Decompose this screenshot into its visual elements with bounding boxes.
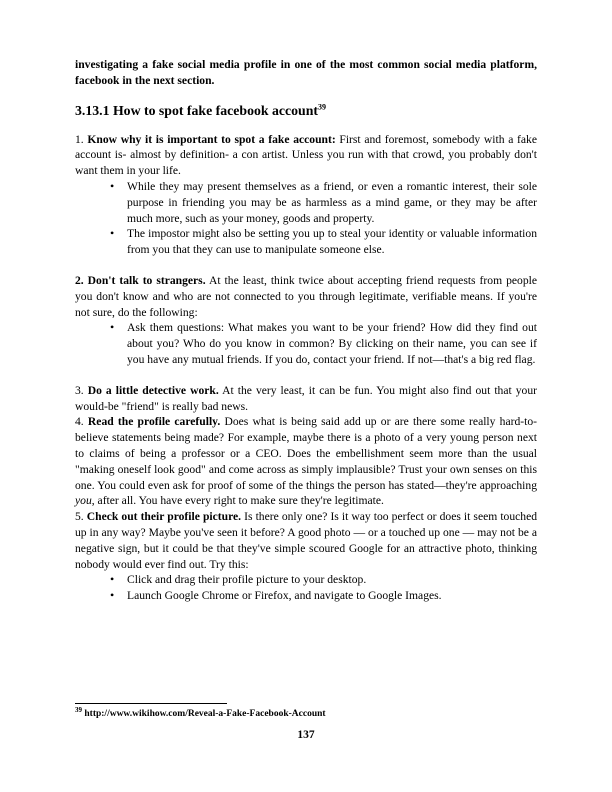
paragraph-2-lead: 2. Don't talk to strangers. [75, 273, 206, 287]
paragraph-3-body: At the very least, it can be fun. You might also find out that your would-be "friend" is really bad news. [75, 383, 537, 413]
section-heading [75, 103, 537, 119]
paragraph-5 [75, 509, 537, 572]
paragraph-4-body-cont: , after all. You have every right to make sure they're legitimate. [91, 494, 384, 508]
page-number: 137 [297, 729, 315, 741]
paragraph-3-number: 3. [75, 383, 84, 397]
list-item: • The impostor might also be setting you up to steal your identity or valuable information from you that they can use to manipulate someone else. [75, 226, 537, 258]
paragraph-1-lead: Know why it is important to spot a fake account: [87, 132, 336, 146]
paragraph-5-number: 5. [75, 510, 84, 524]
paragraph-5-lead: Check out their profile picture. [86, 510, 242, 524]
list-item: • Launch Google Chrome or Firefox, and navigate to Google Images. [75, 588, 537, 604]
footnote-marker: 39 [75, 705, 82, 714]
paragraph-1 [75, 132, 537, 179]
page-content [75, 57, 537, 604]
paragraph-5-body: Is there only one? Is it way too perfect or does it seem touched up in any way? Maybe you've seen it before? A good photo — or a touched up one — may not be a negative sign, but it could be that they've simple scoured Google for an attractive photo, thinking nobody would ever find out. Try this: [75, 510, 538, 571]
bullet-list-2 [75, 320, 537, 367]
list-item: • While they may present themselves as a friend, or even a romantic interest, their sole purpose in friending you may be as harmless as a mind game, or they may be after much more, such as your money, goods and property. [75, 179, 537, 226]
paragraph-4-italic-word: you [75, 494, 92, 508]
list-item: • Ask them questions: What makes you want to be your friend? How did they find out about you? Who do you know in common? By clicking on their name, you can see if you have any mutual friends. If you do, contact your friend. If not—that's a big red flag. [75, 320, 537, 367]
footnote [75, 705, 326, 720]
paragraph-2 [75, 273, 537, 320]
bullet-list-3 [75, 572, 537, 604]
paragraph-4-lead: Read the profile carefully. [87, 415, 221, 429]
paragraph-2-body: At the least, think twice about accepting friend requests from people you don't know and who are not connected to you through legitimate, verifiable means. If you're not sure, do the following: [75, 273, 537, 319]
paragraph-4-body: Does what is being said add up or are there some really hard-to-believe statements being made? For example, maybe there is a photo of a very young person next to claims of being a professor or a CEO. Does the embellishment seem more than the usual "making oneself look good" and come across as simply implausible? Trust your own senses on this one. You could even ask for proof of some of the things the person has stated—they're approaching [75, 415, 537, 492]
paragraph-4-number: 4. [75, 415, 84, 429]
bullet-list-1 [75, 179, 537, 258]
footnote-separator [75, 703, 227, 704]
paragraph-3-lead: Do a little detective work. [87, 383, 219, 397]
intro-paragraph: investigating a fake social media profile in one of the most common social media platform, facebook in the next section. [75, 58, 537, 87]
paragraph-1-body: First and foremost, somebody with a fake account is- almost by definition- a con artist. Unless you run with that crowd, you probably don't want them in your life. [75, 132, 537, 178]
section-heading-text: 3.13.1 How to spot fake facebook account [75, 102, 318, 118]
paragraph-3 [75, 383, 537, 415]
footnote-url: http://www.wikihow.com/Reveal-a-Fake-Facebook-Account [84, 709, 326, 719]
list-item: • Click and drag their profile picture to your desktop. [75, 572, 537, 588]
paragraph-4 [75, 414, 537, 509]
paragraph-1-number: 1. [75, 132, 84, 146]
heading-footnote-ref: 39 [317, 102, 326, 111]
